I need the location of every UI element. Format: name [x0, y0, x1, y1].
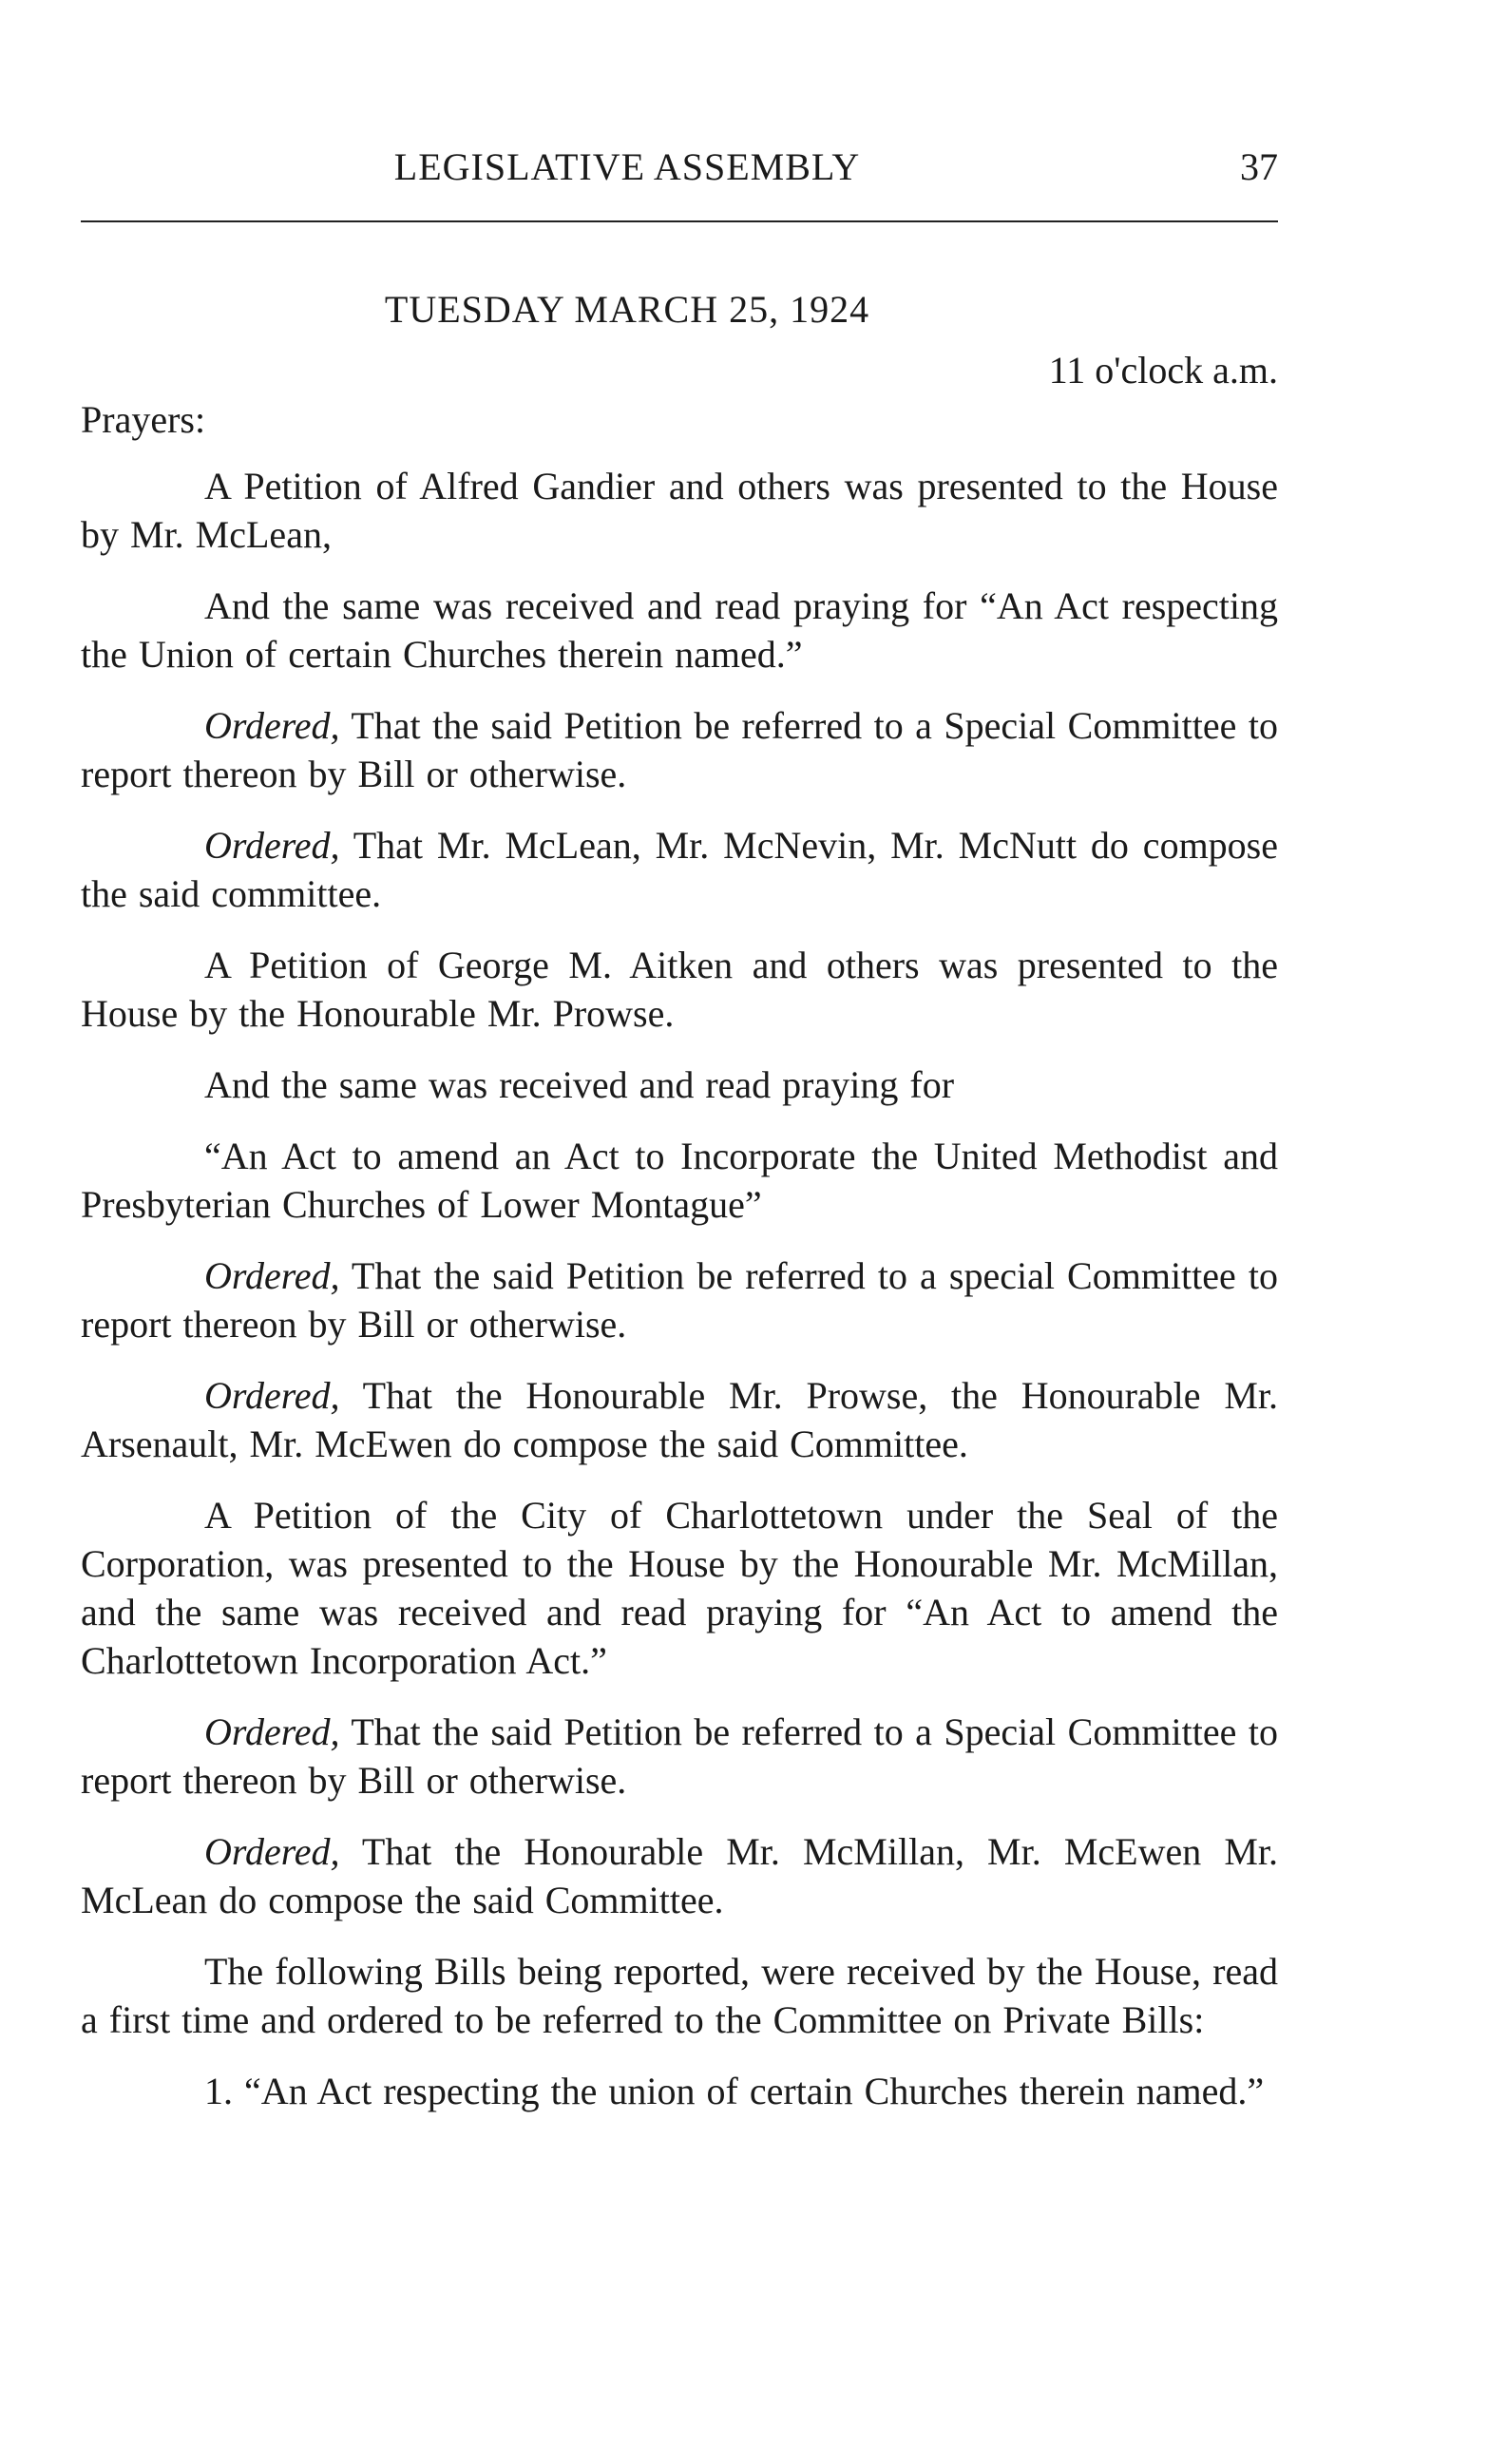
- paragraph: And the same was received and read praying for: [204, 1063, 955, 1106]
- header-rule: [81, 220, 1278, 222]
- running-title: LEGISLATIVE ASSEMBLY: [393, 145, 861, 188]
- body-text: [81, 462, 1278, 2138]
- paragraph: A Petition of Alfred Gandier and others was presented to the House by Mr. McLean,: [81, 465, 1278, 556]
- page-header: [81, 144, 1278, 201]
- paragraph: Ordered, That the Honourable Mr. Prowse, the Honourable Mr. Arsenault, Mr. McEwen do compose the said Committee.: [81, 1374, 1278, 1465]
- paragraph: The following Bills being reported, were received by the House, read a first time and ordered to be referred to the Committee on Private Bills:: [81, 1950, 1278, 2041]
- paragraph: A Petition of the City of Charlottetown under the Seal of the Corporation, was presented to the House by the Honourable Mr. McMillan, and the same was received and read praying for “An Act to amend the Charlottetown Incorporation Act.”: [81, 1494, 1278, 1682]
- page-number: 37: [1240, 145, 1278, 188]
- paragraph: Ordered, That the said Petition be referred to a Special Committee to report thereon by Bill or otherwise.: [81, 1710, 1278, 1802]
- prayers-label: Prayers:: [81, 398, 206, 441]
- paragraph: Ordered, That Mr. McLean, Mr. McNevin, Mr. McNutt do compose the said committee.: [81, 824, 1278, 915]
- session-date: TUESDAY MARCH 25, 1924: [384, 288, 870, 331]
- session-time: 11 o'clock a.m.: [1048, 349, 1278, 392]
- paragraph: Ordered, That the Honourable Mr. McMillan, Mr. McEwen Mr. McLean do compose the said Committee.: [81, 1830, 1278, 1921]
- paragraph: Ordered, That the said Petition be referred to a special Committee to report thereon by Bill or otherwise.: [81, 1254, 1278, 1346]
- paragraph: 1. “An Act respecting the union of certain Churches therein named.”: [204, 2070, 1265, 2112]
- paragraph: And the same was received and read praying for “An Act respecting the Union of certain Churches therein named.”: [81, 584, 1278, 676]
- paragraph: “An Act to amend an Act to Incorporate the United Methodist and Presbyterian Churches of Lower Montague”: [81, 1135, 1278, 1226]
- paragraph: Ordered, That the said Petition be referred to a Special Committee to report thereon by Bill or otherwise.: [81, 704, 1278, 795]
- paragraph: A Petition of George M. Aitken and others was presented to the House by the Honourable Mr. Prowse.: [81, 944, 1278, 1035]
